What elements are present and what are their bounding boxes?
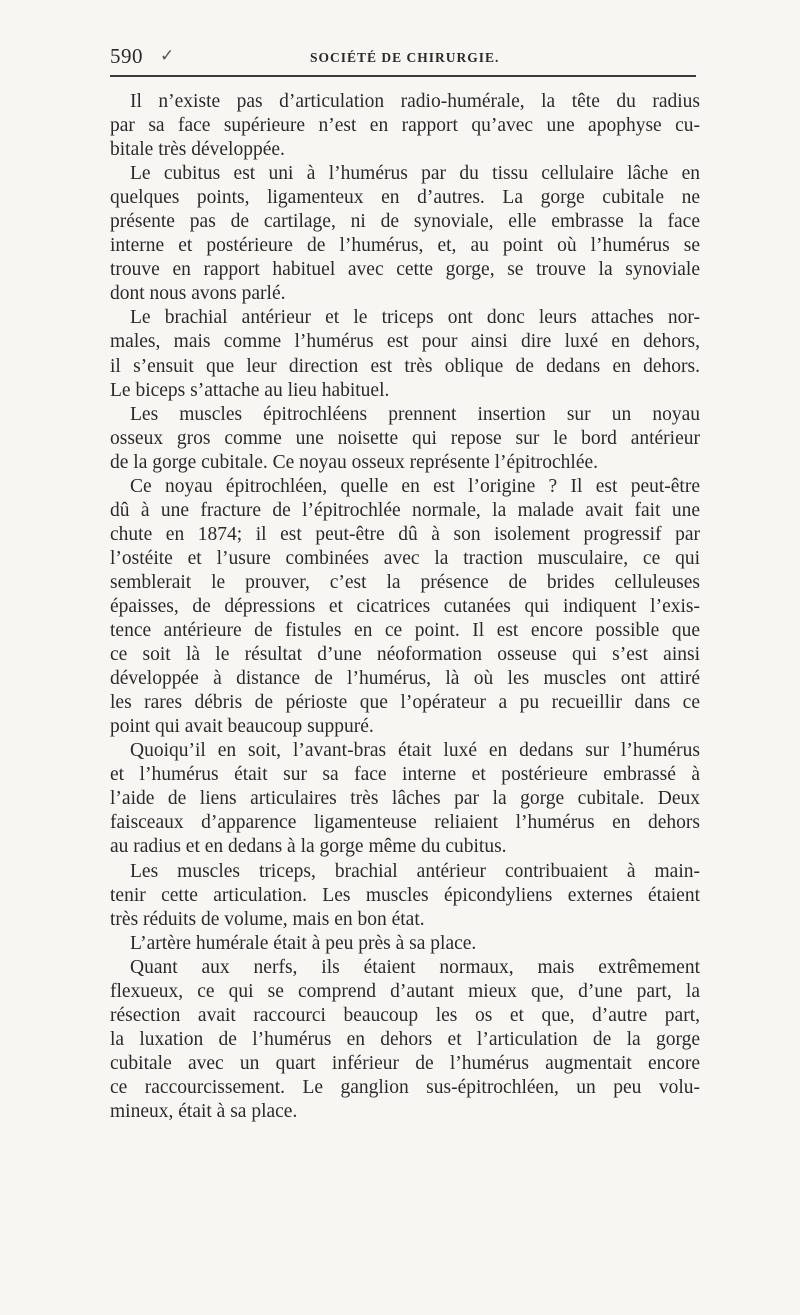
text-line: males, mais comme l’humérus est pour ainsi dire luxé en dehors,	[110, 331, 700, 353]
text-line: Quant aux nerfs, ils étaient normaux, mais extrêmement	[130, 956, 700, 978]
text-line: l’ostéite et l’usure combinées avec la traction musculaire, ce qui	[110, 547, 700, 569]
text-line: Il n’existe pas d’articulation radio-humérale, la tête du radius	[130, 91, 700, 112]
text-line: bitale très développée.	[110, 139, 285, 161]
text-line: flexueux, ce qui se comprend d’autant mieux que, d’une part, la	[110, 980, 700, 1002]
text-line: Le biceps s’attache au lieu habituel.	[110, 379, 390, 401]
text-line: la luxation de l’humérus en dehors et l’articulation de la gorge	[110, 1028, 700, 1050]
text-line: ce raccourcissement. Le ganglion sus-épitrochléen, un peu volu-	[110, 1076, 700, 1098]
text-line: chute en 1874; il est peut-être dû à son isolement progressif par	[110, 523, 700, 545]
body-text	[110, 90, 700, 1124]
text-line: cubitale avec un quart inférieur de l’humérus augmentait encore	[110, 1052, 700, 1074]
text-line: épaisses, de dépressions et cicatrices cutanées qui indiquent l’exis-	[110, 595, 700, 617]
paragraph	[110, 162, 700, 306]
text-line: Le cubitus est uni à l’humérus par du tissu cellulaire lâche en	[130, 163, 700, 185]
text-line: faisceaux d’apparence ligamenteuse reliaient l’humérus en dehors	[110, 812, 700, 834]
paragraph	[110, 90, 700, 162]
text-line: dont nous avons parlé.	[110, 283, 286, 305]
text-line: osseux gros comme une noisette qui repose sur le bord antérieur	[110, 427, 700, 449]
text-line: trouve en rapport habituel avec cette gorge, se trouve la synoviale	[110, 259, 700, 281]
paragraph	[110, 956, 700, 1124]
text-line: dû à une fracture de l’épitrochlée normale, la malade avait fait une	[110, 499, 700, 521]
text-line: présente pas de cartilage, ni de synoviale, elle embrasse la face	[110, 211, 700, 233]
text-line: interne et postérieure de l’humérus, et, au point où l’humérus se	[110, 235, 700, 257]
text-line: mineux, était à sa place.	[110, 1100, 298, 1122]
paragraph	[110, 739, 700, 859]
text-line: semblerait le prouver, c’est la présence de brides celluleuses	[110, 571, 700, 593]
text-line: au radius et en dedans à la gorge même du cubitus.	[110, 836, 507, 858]
paragraph	[110, 860, 700, 932]
text-line: résection avait raccourci beaucoup les os et que, d’autre part,	[110, 1004, 700, 1026]
paragraph	[110, 475, 700, 740]
text-line: développée à distance de l’humérus, là où les muscles ont attiré	[110, 668, 700, 690]
text-line: point qui avait beaucoup suppuré.	[110, 716, 374, 738]
text-line: les rares débris de périoste que l’opérateur a pu recueillir dans ce	[110, 692, 700, 714]
header-rule	[110, 75, 696, 77]
text-line: tenir cette articulation. Les muscles épicondyliens externes étaient	[110, 884, 700, 906]
text-line: Le brachial antérieur et le triceps ont donc leurs attaches nor-	[130, 307, 700, 329]
text-line: Les muscles épitrochléens prennent insertion sur un noyau	[130, 403, 700, 425]
text-line: ce soit là le résultat d’une néoformation osseuse qui s’est ainsi	[110, 644, 700, 666]
text-line: tence antérieure de fistules en ce point. Il est encore possible que	[110, 620, 700, 642]
page-number: 590	[110, 44, 143, 68]
text-line: il s’ensuit que leur direction est très oblique de dedans en dehors.	[110, 355, 700, 377]
text-line: quelques points, ligamenteux en d’autres. La gorge cubitale ne	[110, 187, 700, 209]
text-line: et l’humérus était sur sa face interne et postérieure embrassé à	[110, 764, 700, 786]
text-line: Quoiqu’il en soit, l’avant-bras était luxé en dedans sur l’humérus	[130, 740, 700, 762]
text-line: L’artère humérale était à peu près à sa place.	[130, 932, 477, 954]
text-line: Les muscles triceps, brachial antérieur contribuaient à main-	[130, 860, 700, 882]
running-head	[110, 44, 696, 74]
paragraph	[110, 306, 700, 402]
paragraph	[110, 932, 700, 956]
text-line: de la gorge cubitale. Ce noyau osseux représente l’épitrochlée.	[110, 451, 599, 473]
running-title: SOCIÉTÉ DE CHIRURGIE.	[310, 50, 500, 65]
text-line: Ce noyau épitrochléen, quelle en est l’origine ? Il est peut-être	[130, 475, 700, 497]
text-line: l’aide de liens articulaires très lâches par la gorge cubitale. Deux	[110, 788, 700, 810]
text-line: très réduits de volume, mais en bon état.	[110, 908, 425, 930]
text-line: par sa face supérieure n’est en rapport qu’avec une apophyse cu-	[110, 115, 700, 137]
paragraph	[110, 403, 700, 475]
pencil-mark: ✓	[160, 46, 175, 65]
